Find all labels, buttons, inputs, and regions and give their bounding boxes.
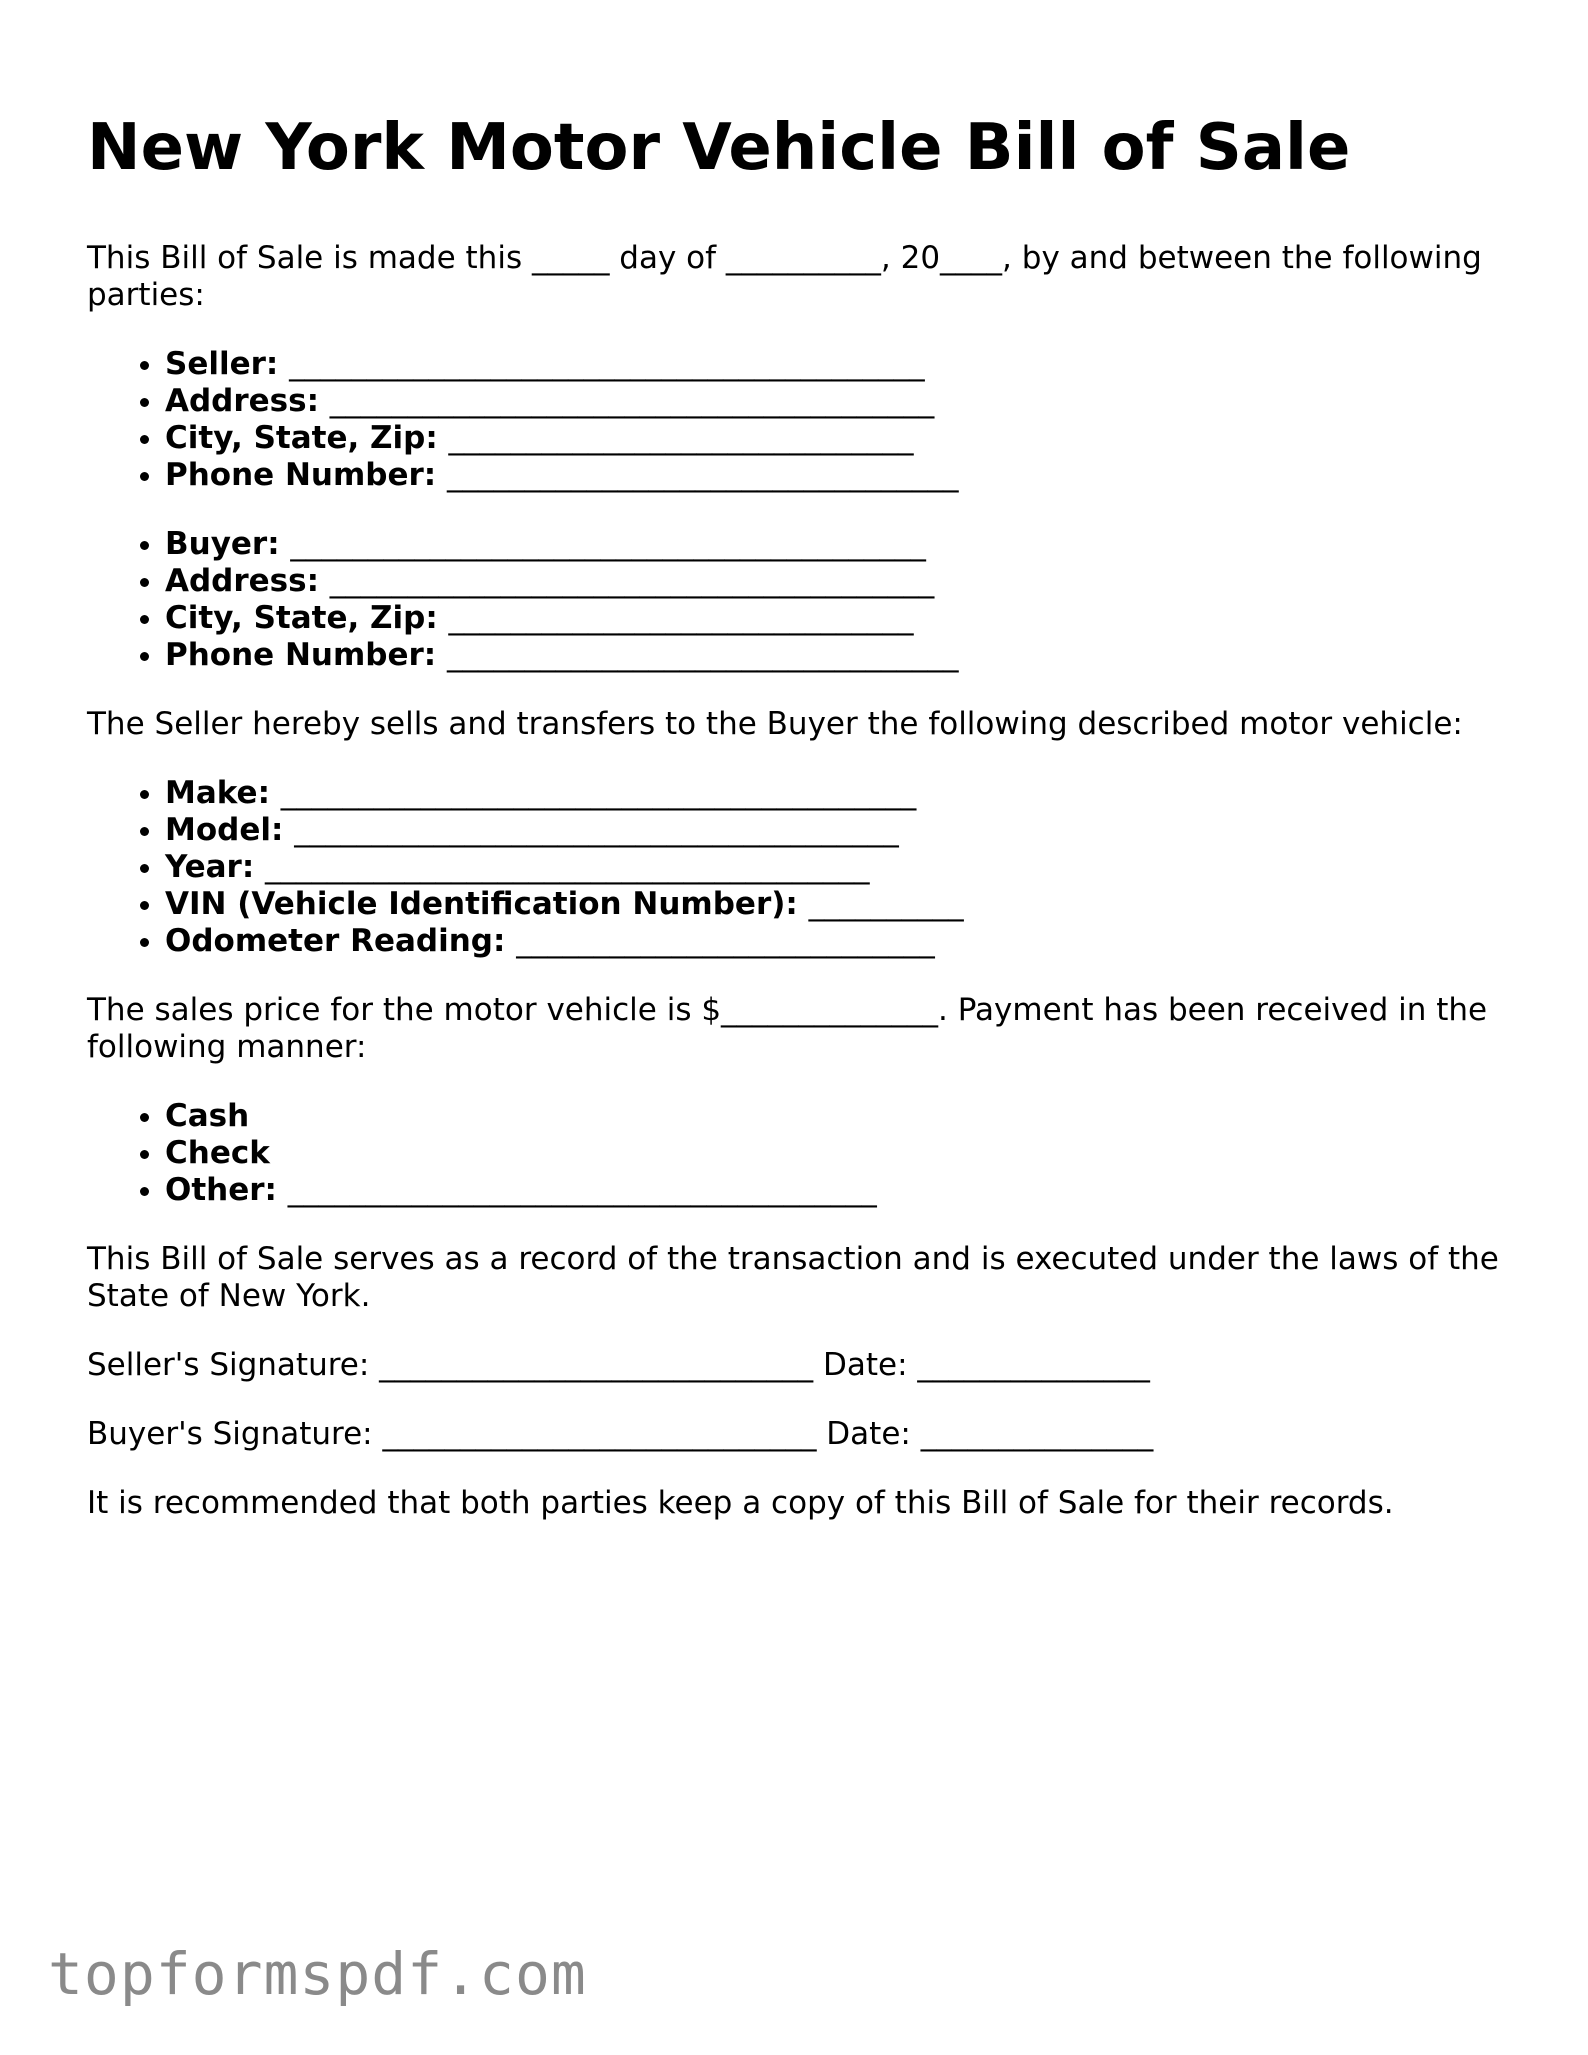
field-label: City, State, Zip: — [165, 600, 438, 636]
list-item — [165, 849, 1507, 886]
intro-paragraph: This Bill of Sale is made this _____ day of __________, 20____, by and between the following parties: — [87, 240, 1482, 313]
field-label: Other: — [165, 1172, 277, 1208]
list-item — [165, 637, 1507, 674]
list-item — [165, 1172, 1507, 1209]
field-label: Address: — [165, 383, 319, 419]
blank-line: _______________________________________ — [329, 563, 935, 599]
blank-line: __________ — [808, 886, 964, 922]
blank-line: _______________________________________ — [329, 383, 935, 419]
blank-line: _________________________________ — [447, 637, 959, 673]
list-item — [165, 812, 1507, 849]
blank-line: _________________________________________ — [290, 526, 926, 562]
field-label: City, State, Zip: — [165, 420, 438, 456]
seller-fields-list — [87, 346, 1507, 494]
field-label: VIN (Vehicle Identification Number): — [165, 886, 798, 922]
buyer-fields-list — [87, 526, 1507, 674]
field-label: Check — [165, 1135, 270, 1171]
field-label: Phone Number: — [165, 637, 437, 673]
blank-line: _________________________________________ — [289, 346, 925, 382]
document-title: New York Motor Vehicle Bill of Sale — [87, 111, 1351, 185]
field-label: Buyer: — [165, 526, 280, 562]
list-item — [165, 346, 1507, 383]
list-item — [165, 1098, 1507, 1135]
blank-line: ______________________________ — [448, 600, 914, 636]
list-item — [165, 923, 1507, 960]
watermark: topformspdf.com — [48, 1940, 587, 2008]
blank-line: ___________________________ — [516, 923, 935, 959]
field-label: Model: — [165, 812, 284, 848]
price-paragraph: The sales price for the motor vehicle is $______________. Payment has been received in the following manner: — [87, 992, 1488, 1065]
blank-line: _______________________________________ — [265, 849, 870, 885]
list-item — [165, 600, 1507, 637]
list-item — [165, 420, 1507, 457]
vehicle-fields-list — [87, 775, 1507, 960]
list-item — [165, 1135, 1507, 1172]
closing-paragraph: It is recommended that both parties keep a copy of this Bill of Sale for their records. — [87, 1485, 1394, 1521]
field-label: Cash — [165, 1098, 250, 1134]
blank-line: ______________________________ — [448, 420, 914, 456]
field-label: Seller: — [165, 346, 279, 382]
payment-methods-list — [87, 1098, 1507, 1209]
list-item — [165, 886, 1507, 923]
transfer-paragraph: The Seller hereby sells and transfers to the Buyer the following described motor vehicle: — [87, 706, 1463, 742]
field-label: Year: — [165, 849, 255, 885]
document-page — [87, 108, 1507, 1554]
blank-line: _______________________________________ — [294, 812, 899, 848]
field-label: Address: — [165, 563, 319, 599]
field-label: Phone Number: — [165, 457, 437, 493]
seller-signature-line: Seller's Signature: ____________________________ Date: _______________ — [87, 1347, 1150, 1383]
list-item — [165, 775, 1507, 812]
blank-line: _________________________________ — [447, 457, 959, 493]
blank-line: ______________________________________ — [287, 1172, 877, 1208]
field-label: Make: — [165, 775, 270, 811]
list-item — [165, 457, 1507, 494]
field-label: Odometer Reading: — [165, 923, 506, 959]
blank-line: _________________________________________ — [280, 775, 917, 811]
list-item — [165, 526, 1507, 563]
list-item — [165, 383, 1507, 420]
buyer-signature-line: Buyer's Signature: ____________________________ Date: _______________ — [87, 1416, 1154, 1452]
laws-paragraph: This Bill of Sale serves as a record of the transaction and is executed under the laws of the State of New York. — [87, 1241, 1499, 1314]
list-item — [165, 563, 1507, 600]
